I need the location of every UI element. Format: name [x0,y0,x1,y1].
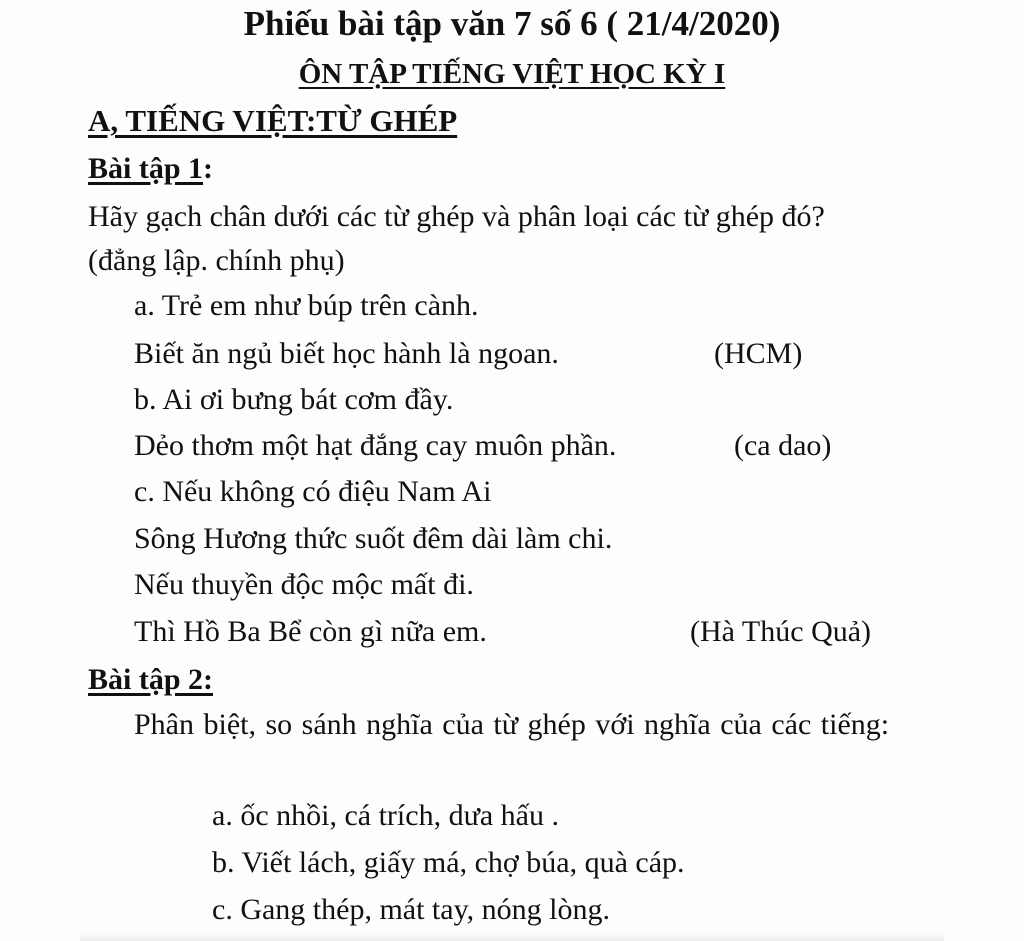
section-heading: A, TIẾNG VIỆT:TỪ GHÉP [88,103,458,138]
exercise-1-label-colon: : [203,152,214,185]
exercise-1-instruction-line1: Hãy gạch chân dưới các từ ghép và phân loại các từ ghép đó? [88,200,825,233]
exercise-2-instruction: Phân biệt, so sánh nghĩa của từ ghép với nghĩa của các tiếng: [134,708,890,741]
poem-line: a. Trẻ em như búp trên cành. [134,289,479,322]
poem-line: Nếu thuyền độc mộc mất đi. [134,568,474,601]
poem-source: (ca dao) [734,429,832,462]
exercise-2-item: b. Viết lách, giấy má, chợ búa, quà cáp. [212,846,685,879]
poem-line: b. Ai ơi bưng bát cơm đầy. [134,383,454,416]
poem-line: Thì Hồ Ba Bể còn gì nữa em. [134,615,487,648]
exercise-2-label [88,662,213,698]
exercise-1-label [88,151,213,187]
exercise-1-instruction-line2: (đẳng lập. chính phụ) [88,244,345,277]
document-subtitle: ÔN TẬP TIẾNG VIỆT HỌC KỲ I [298,58,726,90]
document-title: Phiếu bài tập văn 7 số 6 ( 21/4/2020) [243,4,781,43]
exercise-2-label-text: Bài tập 2: [88,663,214,696]
poem-source: (Hà Thúc Quả) [690,615,872,648]
poem-source: (HCM) [714,337,803,370]
exercise-1-label-text: Bài tập 1 [88,152,204,185]
page-bottom-edge [80,932,944,941]
exercise-2-item: c. Gang thép, mát tay, nóng lòng. [212,893,610,926]
exercise-2-item: a. ốc nhồi, cá trích, dưa hấu . [212,799,559,832]
poem-line: Sông Hương thức suốt đêm dài làm chi. [134,522,613,555]
poem-line: Dẻo thơm một hạt đắng cay muôn phần. [134,429,617,462]
poem-line: Biết ăn ngủ biết học hành là ngoan. [134,337,559,370]
poem-line: c. Nếu không có điệu Nam Ai [134,475,492,508]
